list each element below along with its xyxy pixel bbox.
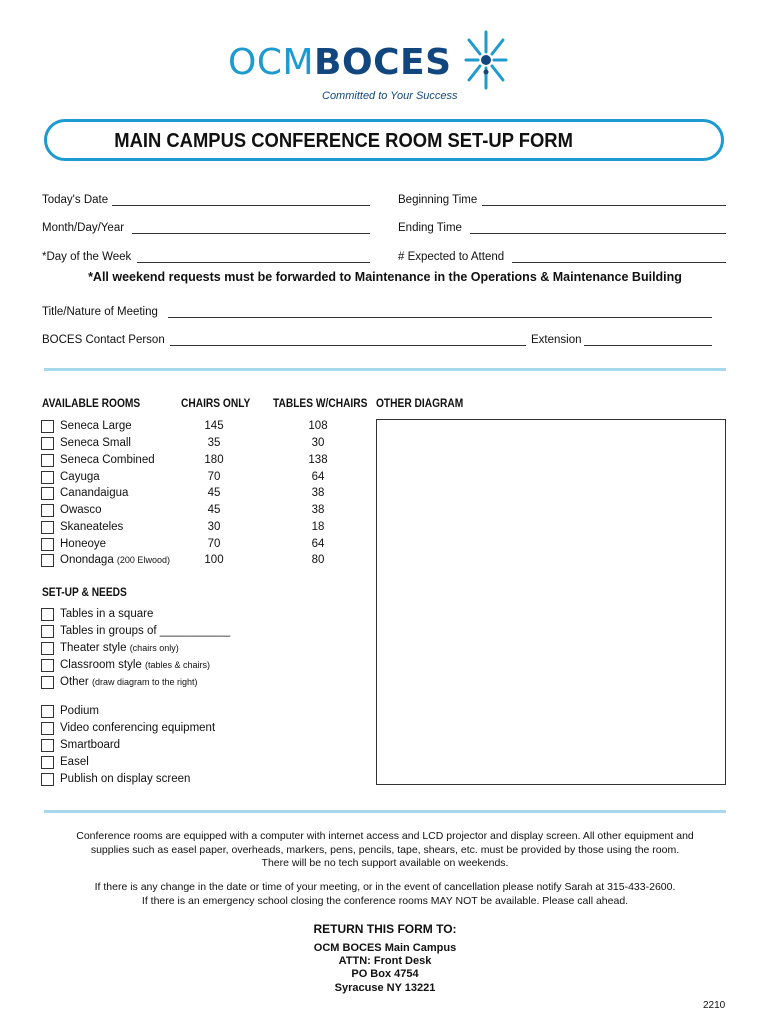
- header-other-diagram: OTHER DIAGRAM: [376, 396, 464, 410]
- equipment-option: [0, 773, 370, 790]
- room-chairs: 145: [204, 420, 224, 432]
- room-chairs: 70: [207, 538, 221, 550]
- room-chairs: 45: [207, 504, 221, 516]
- setup-needs-header: SET-UP & NEEDS: [42, 585, 127, 599]
- logo: [228, 28, 508, 108]
- room-row: [0, 538, 370, 555]
- room-row: [0, 471, 370, 488]
- setup-checkbox[interactable]: [41, 676, 54, 689]
- room-row: [0, 437, 370, 454]
- snowflake-icon: [464, 28, 508, 92]
- divider-bottom: [44, 810, 726, 813]
- return-address-line: Syracuse NY 13221: [334, 982, 436, 994]
- room-name: Honeoye: [60, 538, 107, 550]
- month-day-year-label: Month/Day/Year: [42, 222, 125, 234]
- room-tables: 64: [311, 471, 325, 483]
- room-row: [0, 420, 370, 437]
- room-tables: 108: [308, 420, 328, 432]
- setup-checkbox[interactable]: [41, 608, 54, 621]
- room-name: Seneca Combined: [60, 454, 155, 466]
- equipment-option: [0, 722, 370, 739]
- room-row: [0, 554, 370, 571]
- room-tables: 30: [311, 437, 325, 449]
- header-chairs-only: CHAIRS ONLY: [181, 396, 251, 410]
- day-of-week-label: *Day of the Week: [42, 251, 132, 263]
- room-chairs: 45: [207, 487, 221, 499]
- contact-person-label: BOCES Contact Person: [42, 334, 165, 346]
- room-name: Owasco: [60, 504, 102, 516]
- room-checkbox[interactable]: [41, 521, 54, 534]
- header-tables-chairs: TABLES W/CHAIRS: [273, 396, 368, 410]
- equipment-option: [0, 705, 370, 722]
- logo-tagline: Committed to Your Success: [322, 90, 458, 102]
- room-checkbox[interactable]: [41, 471, 54, 484]
- logo-boces: BOCES: [314, 42, 452, 83]
- room-chairs: 180: [204, 454, 224, 466]
- setup-option: [0, 625, 370, 642]
- equipment-label: Podium: [60, 705, 99, 717]
- equipment-info: [44, 830, 726, 871]
- room-chairs: 100: [204, 554, 224, 566]
- room-name: Skaneateles: [60, 521, 124, 533]
- setup-label: Theater style (chairs only): [60, 642, 179, 654]
- cancellation-info-line: If there is an emergency school closing the conference rooms MAY NOT be available. Please call ahead.: [141, 894, 629, 907]
- setup-option: [0, 659, 370, 676]
- cancellation-info: [44, 881, 726, 908]
- room-checkbox[interactable]: [41, 554, 54, 567]
- room-checkbox[interactable]: [41, 420, 54, 433]
- cancellation-info-line: If there is any change in the date or time of your meeting, or in the event of cancellation please notify Sarah at 315-433-2600.: [94, 881, 676, 893]
- room-chairs: 30: [207, 521, 221, 533]
- room-row: [0, 454, 370, 471]
- return-address-line: OCM BOCES Main Campus: [313, 942, 457, 954]
- setup-label: Other (draw diagram to the right): [60, 676, 198, 688]
- equipment-label: Video conferencing equipment: [60, 722, 216, 734]
- room-row: [0, 521, 370, 538]
- room-tables: 38: [311, 487, 325, 499]
- setup-label: Tables in groups of ___________: [60, 625, 231, 637]
- room-checkbox[interactable]: [41, 487, 54, 500]
- ending-time-field[interactable]: [470, 233, 726, 234]
- logo-wordmark: [228, 42, 452, 83]
- room-chairs: 35: [207, 437, 221, 449]
- room-name: Onondaga (200 Elwood): [60, 554, 170, 566]
- other-diagram-area[interactable]: [376, 419, 726, 785]
- contact-person-field[interactable]: [170, 345, 526, 346]
- room-tables: 80: [311, 554, 325, 566]
- setup-checkbox[interactable]: [41, 625, 54, 638]
- logo-ocm: OCM: [228, 42, 315, 83]
- beginning-time-field[interactable]: [482, 205, 726, 206]
- return-address-line: ATTN: Front Desk: [338, 955, 432, 967]
- room-row: [0, 487, 370, 504]
- room-name: Seneca Large: [60, 420, 132, 432]
- setup-option: [0, 676, 370, 693]
- month-day-year-field[interactable]: [132, 233, 370, 234]
- equipment-label: Easel: [60, 756, 89, 768]
- room-row: [0, 504, 370, 521]
- day-of-week-field[interactable]: [137, 262, 370, 263]
- setup-checkbox[interactable]: [41, 659, 54, 672]
- equipment-checkbox[interactable]: [41, 756, 54, 769]
- equipment-info-line: supplies such as easel paper, overheads, markers, pens, pencils, tape, shears, etc. must be provided by those using the room.: [90, 843, 680, 856]
- extension-label: Extension: [531, 334, 582, 346]
- room-name: Canandaigua: [60, 487, 129, 499]
- room-tables: 138: [308, 454, 328, 466]
- room-name: Cayuga: [60, 471, 100, 483]
- setup-option: [0, 608, 370, 625]
- form-code: 2210: [703, 1000, 726, 1011]
- todays-date-label: Today's Date: [42, 194, 109, 206]
- equipment-info-line: Conference rooms are equipped with a computer with internet access and LCD projector and display screen. All other equipment and: [76, 830, 694, 842]
- setup-label: Classroom style (tables & chairs): [60, 659, 211, 671]
- room-chairs: 70: [207, 471, 221, 483]
- header-available-rooms: AVAILABLE ROOMS: [42, 396, 141, 410]
- equipment-label: Smartboard: [60, 739, 121, 751]
- equipment-checkbox[interactable]: [41, 722, 54, 735]
- beginning-time-label: Beginning Time: [398, 194, 478, 206]
- equipment-option: [0, 739, 370, 756]
- ending-time-label: Ending Time: [398, 222, 462, 234]
- setup-checkbox[interactable]: [41, 642, 54, 655]
- setup-option: [0, 642, 370, 659]
- return-address-line: PO Box 4754: [351, 968, 419, 980]
- divider-top: [44, 368, 726, 371]
- expected-attend-label: # Expected to Attend: [398, 251, 505, 263]
- title-nature-field[interactable]: [168, 317, 712, 318]
- return-title: RETURN THIS FORM TO:: [313, 922, 457, 936]
- room-tables: 38: [311, 504, 325, 516]
- room-checkbox[interactable]: [41, 504, 54, 517]
- weekend-notice: *All weekend requests must be forwarded to Maintenance in the Operations & Maintenance Building: [88, 270, 682, 284]
- equipment-checkbox[interactable]: [41, 739, 54, 752]
- room-tables: 18: [311, 521, 325, 533]
- room-name: Seneca Small: [60, 437, 131, 449]
- room-checkbox[interactable]: [41, 454, 54, 467]
- equipment-checkbox[interactable]: [41, 773, 54, 786]
- room-tables: 64: [311, 538, 325, 550]
- page-title: MAIN CAMPUS CONFERENCE ROOM SET-UP FORM: [114, 130, 573, 152]
- equipment-info-line: There will be no tech support available on weekends.: [261, 857, 509, 869]
- expected-attend-field[interactable]: [512, 262, 726, 263]
- extension-field[interactable]: [584, 345, 712, 346]
- equipment-checkbox[interactable]: [41, 705, 54, 718]
- setup-label: Tables in a square: [60, 608, 154, 620]
- room-checkbox[interactable]: [41, 437, 54, 450]
- equipment-option: [0, 756, 370, 773]
- equipment-label: Publish on display screen: [60, 773, 191, 785]
- room-checkbox[interactable]: [41, 538, 54, 551]
- todays-date-field[interactable]: [112, 205, 370, 206]
- title-nature-label: Title/Nature of Meeting: [42, 306, 158, 318]
